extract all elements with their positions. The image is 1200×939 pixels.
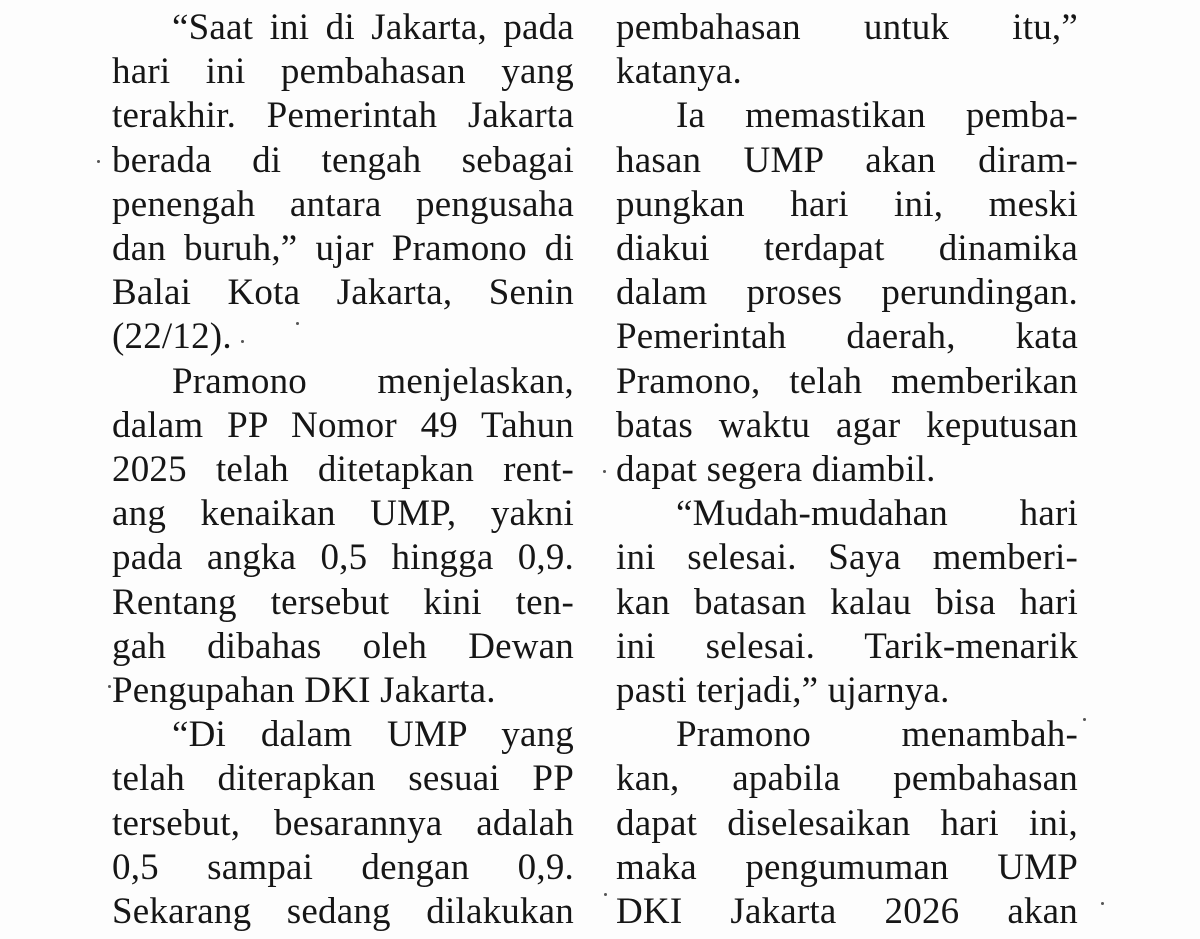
article-line: tersebut, besarannya adalah (112, 802, 574, 844)
article-line: dapat diselesaikan hari ini, (616, 802, 1078, 844)
article-line: batas waktu agar keputusan (616, 404, 1078, 446)
print-speck (604, 893, 607, 896)
article-line: Pramono menambah- (676, 714, 1078, 756)
print-speck (97, 160, 100, 163)
article-line: (22/12). (112, 316, 232, 358)
article-line: dalam proses perundingan. (616, 272, 1078, 314)
article-line: Sekarang sedang dilakukan (112, 891, 574, 933)
article-line: Pramono menjelaskan, (172, 360, 574, 402)
article-line: ang kenaikan UMP, yakni (112, 493, 574, 535)
article-line: Pemerintah daerah, kata (616, 316, 1078, 358)
article-line: dapat segera diambil. (616, 449, 936, 491)
article-line: Pramono, telah memberikan (616, 360, 1078, 402)
article-line: pasti terjadi,” ujarnya. (616, 670, 950, 712)
print-speck (603, 470, 606, 473)
print-speck (108, 685, 111, 688)
article-line: ini selesai. Tarik-menarik (616, 625, 1078, 667)
article-line: Balai Kota Jakarta, Senin (112, 272, 574, 314)
article-line: “Mudah-mudahan hari (676, 493, 1078, 535)
article-line: terakhir. Pemerintah Jakarta (112, 95, 574, 137)
article-column-right (616, 6, 1078, 934)
article-line: pungkan hari ini, meski (616, 183, 1078, 225)
print-speck (1101, 902, 1104, 905)
print-speck (241, 340, 244, 343)
article-line: Rentang tersebut kini ten- (112, 581, 574, 623)
article-line: diakui terdapat dinamika (616, 228, 1078, 270)
article-line: pembahasan untuk itu,” (616, 7, 1078, 48)
print-speck (1083, 718, 1086, 721)
article-line: pada angka 0,5 hingga 0,9. (112, 537, 574, 579)
article-line: “Saat ini di Jakarta, pada (172, 7, 574, 48)
article-line: hasan UMP akan diram- (616, 139, 1078, 181)
article-line: ini selesai. Saya memberi- (616, 537, 1078, 579)
article-line: penengah antara pengusaha (112, 183, 574, 225)
article-line: dalam PP Nomor 49 Tahun (112, 404, 574, 446)
article-line: katanya. (616, 51, 742, 93)
article-line: Ia memastikan pemba- (676, 95, 1078, 137)
article-line: telah diterapkan sesuai PP (112, 758, 574, 800)
article-line: maka pengumuman UMP (616, 846, 1078, 888)
article-line: hari ini pembahasan yang (112, 51, 574, 93)
article-line: gah dibahas oleh Dewan (112, 625, 574, 667)
article-line: dan buruh,” ujar Pramono di (112, 228, 574, 270)
article-column-left (112, 6, 574, 934)
article-line: 0,5 sampai dengan 0,9. (112, 846, 574, 888)
article-line: “Di dalam UMP yang (172, 714, 574, 756)
article-line: kan batasan kalau bisa hari (616, 581, 1078, 623)
article-line: berada di tengah sebagai (112, 139, 574, 181)
print-speck (296, 322, 299, 325)
article-line: 2025 telah ditetapkan rent- (112, 449, 574, 491)
article-line: kan, apabila pembahasan (616, 758, 1078, 800)
article-line: DKI Jakarta 2026 akan (616, 891, 1078, 933)
article-line: Pengupahan DKI Jakarta. (112, 670, 496, 712)
